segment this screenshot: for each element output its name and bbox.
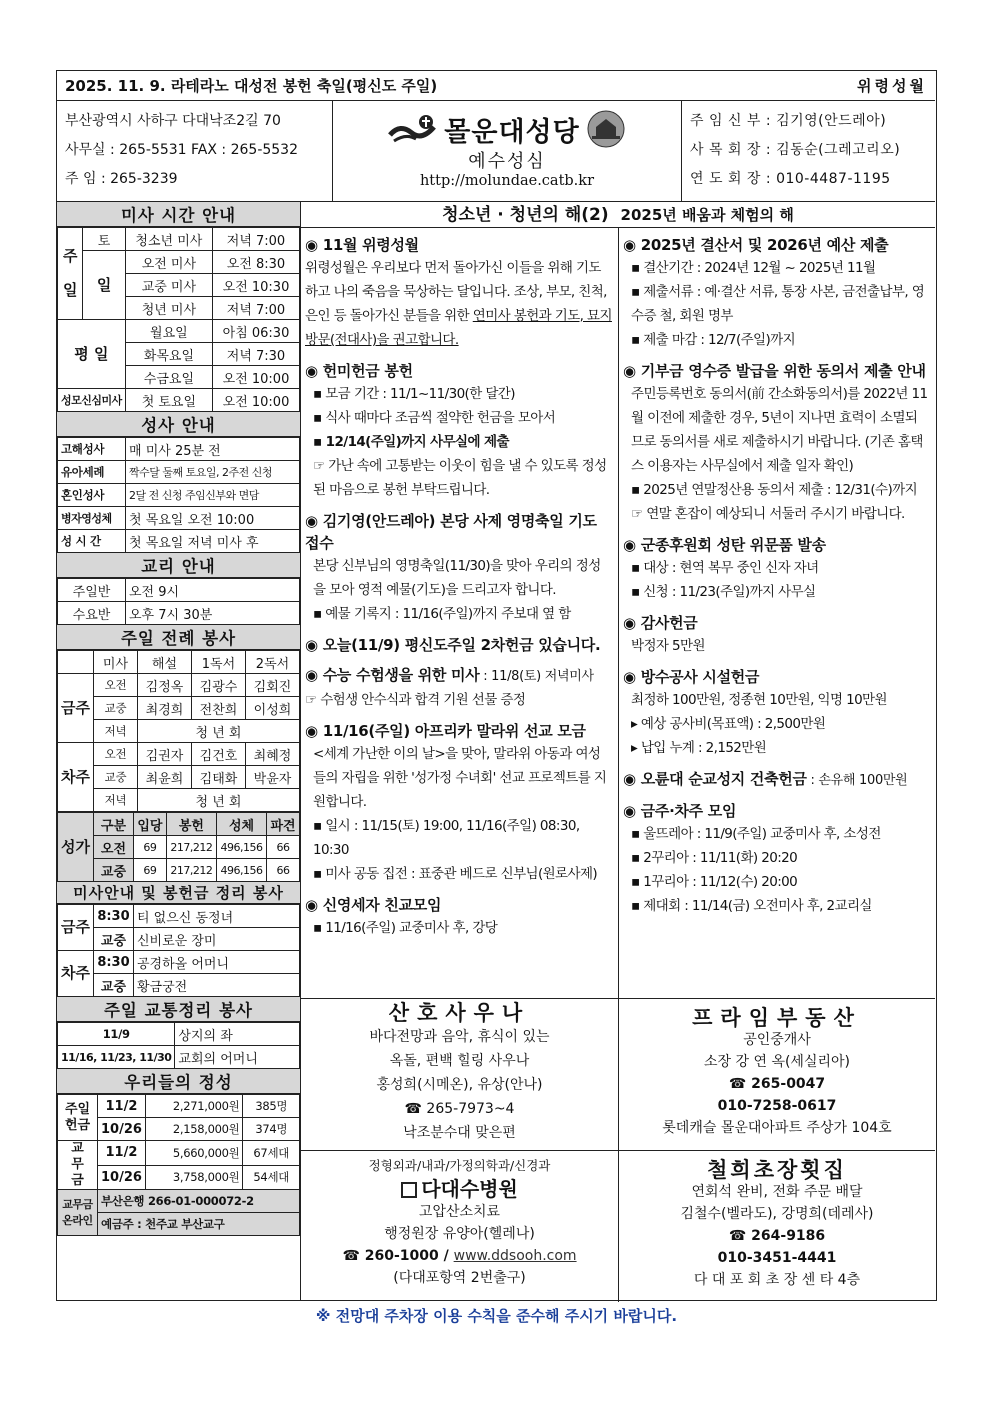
notice-line: ▪ 울뜨레아 : 11/9(주일) 교중미사 후, 소성전: [631, 826, 881, 842]
mass-name: 교중 미사: [125, 274, 212, 297]
weekday-label: 평 일: [58, 320, 126, 389]
this-week-label: 금주: [58, 905, 94, 951]
notice-line: ▪ 제대회 : 11/14(금) 오전미사 후, 2교리실: [631, 898, 872, 914]
announcements-middle: [301, 228, 619, 998]
ad-line: 연회석 완비, 전화 주문 배달: [691, 1184, 863, 1200]
ad-realestate: [619, 998, 935, 1150]
notice-title: ◉ 기부금 영수증 발급을 위한 동의서 제출 안내: [623, 362, 926, 380]
notice-line: ▸ 납입 누계 : 2,152만원: [631, 740, 767, 756]
mass-name: 오전 미사: [125, 251, 212, 274]
ad-line: 공인중개사: [743, 1032, 811, 1048]
notice-line: ▪ 예물 기록지 : 11/16(주일)까지 주보대 옆 함: [313, 606, 571, 622]
notice-title: ◉ 감사헌금: [623, 614, 698, 632]
sacrament-value: 첫 목요일 저녁 미사 후: [126, 530, 300, 553]
office-phone: 사무실 : 265-5531 FAX : 265-5532: [65, 142, 298, 158]
ad-line: 김철수(벨라도), 강명희(데레사): [680, 1206, 874, 1222]
notice-title: ◉ 수능 수험생을 위한 미사 : 11/8(토) 저녁미사: [305, 666, 594, 684]
ad-line: 바다전망과 음악, 휴식이 있는: [369, 1029, 550, 1045]
ad-title: 프라임부동산: [692, 1006, 862, 1030]
notice-line: ▪ 신청 : 11/23(주일)까지 사무실: [631, 584, 816, 600]
ad-hospital: [301, 1150, 619, 1302]
church-logo-icon: [388, 113, 438, 145]
notice-line: ▪ 미사 공동 집전 : 표중관 베드로 신부님(원로사제): [313, 866, 598, 882]
notice-line: 최정하 100만원, 정종현 10만원, 익명 10만원: [631, 692, 887, 708]
sunday-label: 주 일: [58, 228, 83, 320]
sacrament-label: 혼인성사: [58, 484, 126, 507]
church-name: 몰운대성당: [444, 116, 580, 148]
notice-title: ◉ 방수공사 시설헌금: [623, 668, 760, 686]
account-holder: 예금주 : 천주교 부산교구: [98, 1213, 300, 1236]
mass-time: 저녁 7:00: [213, 297, 300, 320]
ad-restaurant: [619, 1150, 935, 1302]
ad-line: 고압산소치료: [418, 1204, 501, 1220]
sacrament-value: 2달 전 신청 주임신부와 면담: [126, 484, 300, 507]
church-officers: [681, 101, 935, 202]
sincerity-title: 우리들의 정성: [57, 1069, 300, 1094]
theme-banner: [301, 202, 935, 228]
sacrament-value: 첫 목요일 오전 10:00: [126, 507, 300, 530]
notice-title: ◉ 금주·차주 모임: [623, 802, 737, 820]
mass-times-title: 미사 시간 안내: [57, 202, 300, 227]
mass-times-table: [57, 227, 300, 412]
ad-line: 정형외과/내과/가정의학과/신경과: [368, 1158, 551, 1173]
liturgy-title: 주일 전례 봉사: [57, 625, 300, 650]
ad-line: 롯데캐슬 몰운대아파트 주상가 104호: [662, 1120, 892, 1136]
notice-title: ◉ 2025년 결산서 및 2026년 예산 제출: [623, 236, 889, 254]
hospital-url[interactable]: www.ddsooh.com: [453, 1248, 577, 1264]
next-week-label: 차주: [58, 951, 94, 997]
date-title: 2025. 11. 9. 라테라노 대성전 봉헌 축일(평신도 주일): [65, 77, 438, 95]
notice-line: ▪ 일시 : 11/15(토) 19:00, 11/16(주일) 08:30, 10:30: [313, 818, 580, 858]
notice-line: ☞ 수험생 안수식과 합격 기원 선물 증정: [305, 692, 526, 708]
header: [57, 101, 935, 202]
notice-line: ▪ 2꾸리아 : 11/11(화) 20:20: [631, 850, 798, 866]
theme-title: 청소년 · 청년의 해(2): [442, 205, 609, 225]
mass-name: 화목요일: [125, 343, 212, 366]
sacrament-label: 고해성사: [58, 438, 126, 461]
sacrament-label: 성 시 간: [58, 530, 126, 553]
notice-title: ◉ 군종후원회 성탄 위문품 발송: [623, 536, 826, 554]
ad-title: 다대수병원: [301, 1177, 618, 1201]
notice-title: ◉ 오륜대 순교성지 건축헌금 : 손유해 100만원: [623, 770, 908, 788]
ad-title: 산호사우나: [388, 1001, 531, 1025]
first-sat-label: 성모신심미사: [58, 389, 126, 412]
sat-label: 토: [83, 228, 125, 251]
col-header: 미사: [93, 651, 137, 674]
mass-time: 오전 8:30: [213, 251, 300, 274]
notice-line: ▪ 11/16(주일) 교중미사 후, 강당: [313, 920, 498, 936]
mass-name: 청소년 미사: [125, 228, 212, 251]
notice-title: ◉ 신영세자 친교모임: [305, 896, 442, 914]
col-header: 2독서: [245, 651, 299, 674]
notice-title: ◉ 김기영(안드레아) 본당 사제 영명축일 기도 접수: [305, 512, 597, 552]
notice-line: ▪ 결산기간 : 2024년 12월 ~ 2025년 11월: [631, 260, 876, 276]
hospital-logo-icon: [401, 1182, 417, 1198]
notice-line: 박정자 5만원: [631, 638, 705, 654]
notice-line: ▪ 모금 기간 : 11/1~11/30(한 달간): [313, 386, 515, 402]
bulletin-frame: [56, 70, 937, 1301]
notice-title: ◉ 11월 위령성월: [305, 236, 419, 254]
parking-notice: ※ 전망대 주차장 이용 수칙을 준수해 주시기 바랍니다.: [315, 1307, 678, 1325]
catechism-table: [57, 578, 300, 625]
league-chair: 연 도 회 장 : 010-4487-1195: [690, 171, 891, 187]
notice-line: ☞ 가난 속에 고통받는 이웃이 힘을 낼 수 있도록 정성된 마음으로 봉헌 부탁드립니다.: [313, 458, 607, 498]
col-header: 1독서: [191, 651, 245, 674]
notice-line: ▪ 제출서류 : 예·결산 서류, 통장 사본, 금전출납부, 영수증 철, 회원 명부: [631, 284, 925, 324]
ad-contact: ☎ 260-1000 / www.ddsooh.com: [342, 1248, 577, 1264]
notice-body: 주민등록번호 동의서(前 간소화동의서)를 2022년 11월 이전에 제출한 경우, 5년이 지나면 효력이 소멸되므로 동의서를 새로 제출하시기 바랍니다. (기존 홈택스 이용자는 사무실에서 제출 일자 확인): [631, 386, 928, 474]
notice-title: ◉ 11/16(주일) 아프리카 말라위 선교 모금: [305, 722, 586, 740]
notice-line: ▪ 대상 : 현역 복무 중인 신자 자녀: [631, 560, 819, 576]
mass-time: 저녁 7:30: [213, 343, 300, 366]
notice-line: ▪ 2025년 연말정산용 동의서 제출 : 12/31(수)까지: [631, 482, 918, 498]
ad-phone: ☎ 264-9186: [728, 1228, 826, 1244]
liturgy-table: 미사 해설 1독서 2독서 금주 오전 김정옥 김광수 김회진 교중 최경희 전찬희 이성희 저녁 청 년 회 차주 오전 김권자 김건호 최혜정 교중 최윤희 김태화 박윤자 저녁 청 년 회: [57, 650, 300, 812]
mass-time: 오전 10:00: [213, 389, 300, 412]
left-column: [57, 202, 301, 1300]
sincerity-table: 주일헌금 11/2 2,271,000원 385명 10/26 2,158,000원 374명 교무금 11/2 5,660,000원 67세대 10/26 3,758,000원 54세대 교무금 온라인 부산은행 266-01-000072-2 예금주 : 천주교 부산교구: [57, 1094, 300, 1236]
announcements-right: [619, 228, 935, 998]
ad-line: 옥돌, 편백 힐링 사우나: [389, 1053, 530, 1069]
ad-sauna: [301, 998, 619, 1150]
next-week-label: 차주: [58, 743, 94, 812]
mass-name: 수금요일: [125, 366, 212, 389]
ad-line: (다대포항역 2번출구): [393, 1270, 526, 1286]
ad-phone: 010-7258-0617: [717, 1098, 837, 1114]
pastor-phone: 주 임 : 265-3239: [65, 171, 178, 187]
offering-service-table: 금주 8:30 티 없으신 동정녀 교중 신비로운 장미 차주 8:30 공경하올 어머니 교중 황금궁전: [57, 904, 300, 997]
mass-name: 월요일: [125, 320, 212, 343]
notice-body: 위령성월은 우리보다 먼저 돌아가신 이들을 위해 기도하고 나의 죽음을 묵상하는 달입니다. 조상, 부모, 친척, 은인 등 돌아가신 분들을 위한 연미사 봉헌과 기도, 묘지 방문(전대사)을 권고합니다.: [305, 260, 612, 348]
notice-line: ▪ 제출 마감 : 12/7(주일)까지: [631, 332, 796, 348]
church-contact: [57, 101, 333, 202]
notice-body: 본당 신부님의 영명축일(11/30)을 맞아 우리의 정성을 모아 영적 예물(기도)을 드리고자 합니다.: [313, 558, 601, 598]
il-label: 일: [83, 251, 125, 320]
class-time: 오후 7시 30분: [126, 602, 300, 625]
class-label: 주일반: [58, 579, 126, 602]
notice-title: ◉ 오늘(11/9) 평신도주일 2차헌금 있습니다.: [305, 636, 601, 654]
class-time: 오전 9시: [126, 579, 300, 602]
catechism-title: 교리 안내: [57, 553, 300, 578]
church-url[interactable]: http://molundae.catb.kr: [419, 173, 595, 189]
mass-time: 오전 10:00: [213, 366, 300, 389]
motto: 예수성심: [468, 151, 546, 172]
this-week-label: 금주: [58, 674, 94, 743]
mass-time: 저녁 7:00: [213, 228, 300, 251]
church-building-icon: [586, 109, 626, 149]
pastor: 주 임 신 부 : 김기영(안드레아): [690, 113, 887, 129]
offering-service-title: 미사안내 및 봉헌금 정리 봉사: [57, 882, 300, 904]
sacrament-title: 성사 안내: [57, 412, 300, 437]
ad-phone: ☎ 265-0047: [728, 1076, 826, 1092]
month-title: 위령성월: [857, 77, 927, 95]
tithe-label: 교무금: [58, 1141, 98, 1190]
ad-phone: ☎ 265-7973~4: [404, 1101, 515, 1117]
online-label: 교무금 온라인: [58, 1190, 98, 1236]
class-label: 수요반: [58, 602, 126, 625]
sacrament-value: 짝수달 둘째 토요일, 2주전 신청: [126, 461, 300, 484]
ad-title: 철희초장횟집: [707, 1158, 847, 1182]
council-chair: 사 목 회 장 : 김동순(그레고리오): [690, 142, 901, 158]
ad-line: 홍성희(시메온), 유상(안나): [376, 1077, 543, 1093]
ad-line: 낙조분수대 맞은편: [403, 1125, 516, 1141]
choir-label: 성가: [58, 813, 94, 882]
traffic-title: 주일 교통정리 봉사: [57, 997, 300, 1022]
notice-body: <세계 가난한 이의 날>을 맞아, 말라위 아동과 여성들의 자립을 위한 '성가정 수녀회' 선교 프로젝트를 지원합니다.: [313, 746, 607, 810]
address: 부산광역시 사하구 다대낙조2길 70: [65, 113, 281, 129]
theme-subtitle: 2025년 배움과 체험의 해: [620, 206, 794, 224]
sacrament-label: 병자영성체: [58, 507, 126, 530]
notice-line: ▪ 1꾸리아 : 11/12(수) 20:00: [631, 874, 798, 890]
ad-line: 다 대 포 회 초 장 센 타 4층: [693, 1272, 861, 1288]
notice-line: ▪ 12/14(주일)까지 사무실에 제출: [313, 434, 509, 450]
mass-name: 청년 미사: [125, 297, 212, 320]
choir-table: 성가 구분 입당 봉헌 성체 파견 오전 69 217,212 496,156 66 교중 69 217,212 496,156 66: [57, 812, 300, 882]
ad-line: 행정원장 유양아(헬레나): [384, 1226, 535, 1242]
sacrament-table: [57, 437, 300, 553]
title-bar: [57, 71, 935, 101]
ad-line: 소장 강 연 옥(세실리아): [704, 1054, 850, 1070]
notice-line: ▸ 예상 공사비(목표액) : 2,500만원: [631, 716, 826, 732]
col-header: 해설: [137, 651, 191, 674]
sunday-offering-label: 주일헌금: [58, 1095, 98, 1141]
notice-line: ☞ 연말 혼잡이 예상되니 서둘러 주시기 바랍니다.: [631, 506, 905, 522]
mass-time: 아침 06:30: [213, 320, 300, 343]
mass-name: 첫 토요일: [125, 389, 212, 412]
mass-time: 오전 10:30: [213, 274, 300, 297]
notice-line: ▪ 식사 때마다 조금씩 절약한 헌금을 모아서: [313, 410, 556, 426]
sacrament-label: 유아세례: [58, 461, 126, 484]
sacrament-value: 매 미사 25분 전: [126, 438, 300, 461]
notice-title: ◉ 헌미헌금 봉헌: [305, 362, 413, 380]
traffic-table: 11/9 상지의 좌 11/16, 11/23, 11/30 교회의 어머니: [57, 1022, 300, 1069]
ad-phone: 010-3451-4441: [717, 1250, 837, 1266]
church-logo-block: [333, 101, 681, 202]
bank-account: 부산은행 266-01-000072-2: [98, 1190, 300, 1213]
